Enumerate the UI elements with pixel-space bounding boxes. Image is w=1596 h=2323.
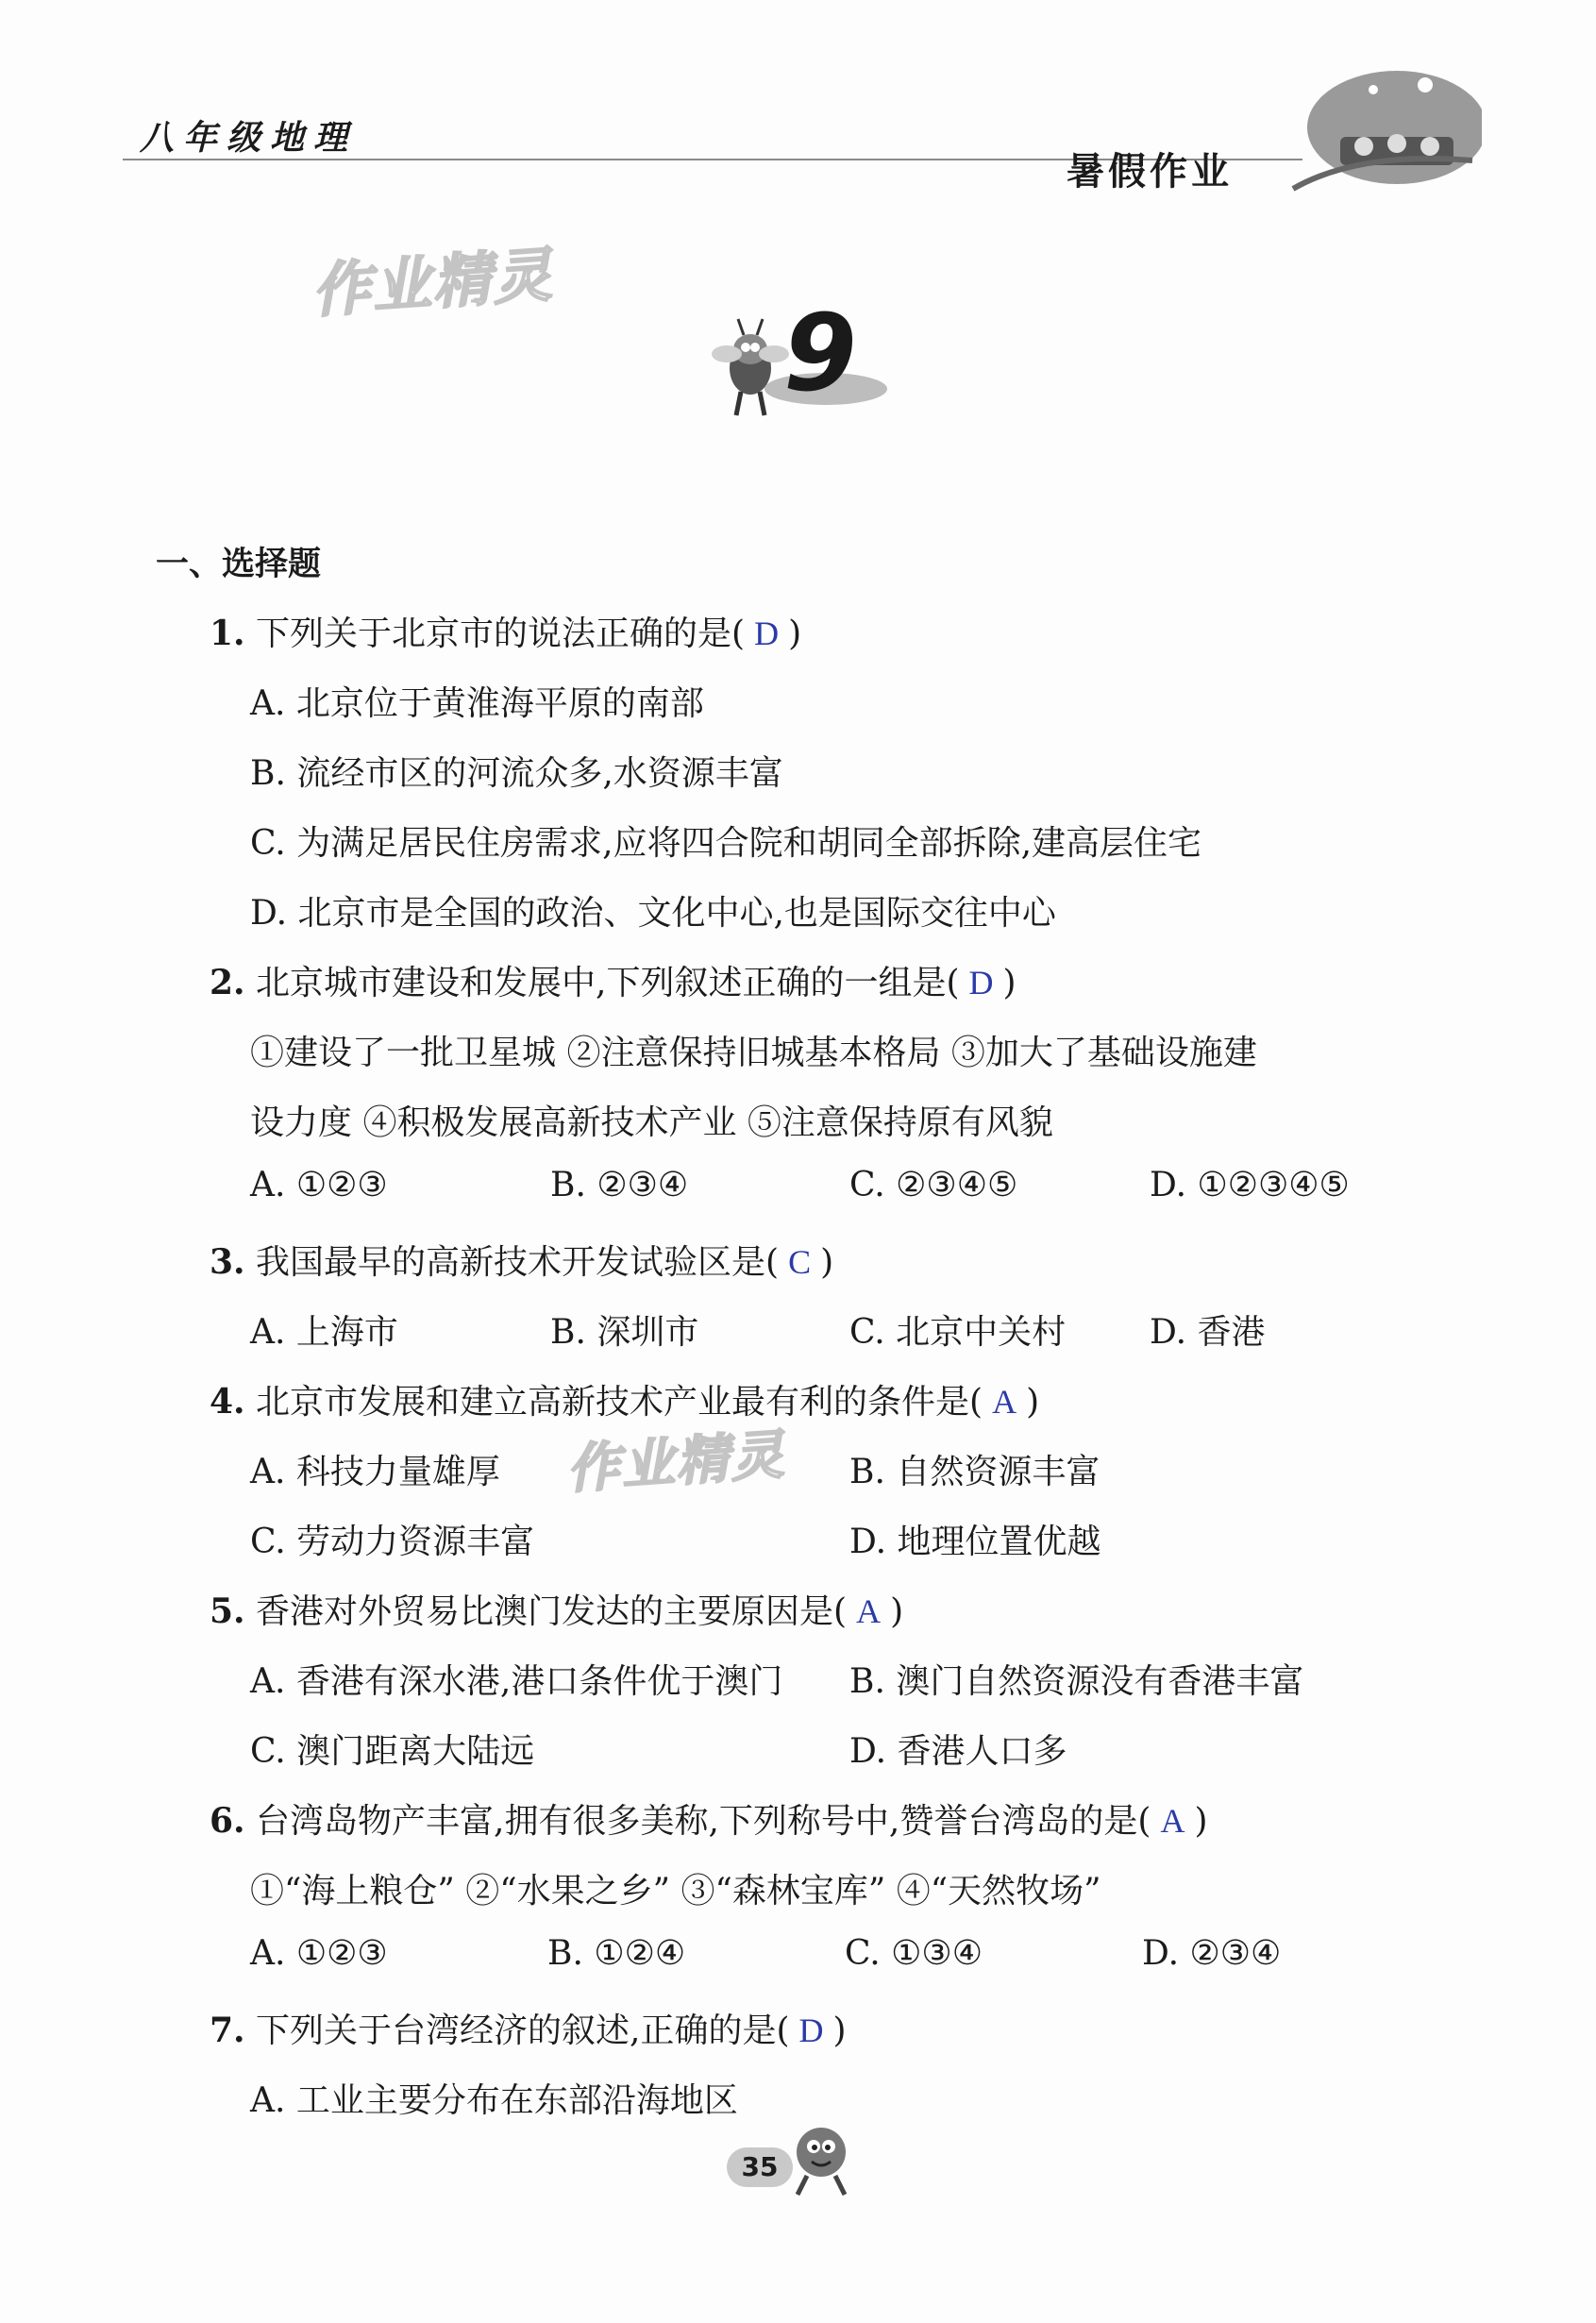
- question-stem: 香港对外贸易比澳门发达的主要原因是(: [256, 1592, 848, 1631]
- option: A. 香港有深水港,港口条件优于澳门: [250, 1662, 783, 1701]
- question-number: 4.: [210, 1382, 245, 1422]
- question-stem: 下列关于台湾经济的叙述,正确的是(: [256, 2012, 790, 2050]
- option: D. 香港: [1150, 1313, 1266, 1352]
- question-stem-line: 设力度 ④积极发展高新技术产业 ⑤注意保持原有风貌: [250, 1103, 1053, 1142]
- question-number: 2.: [210, 963, 245, 1002]
- question-5: [210, 1585, 903, 1633]
- option: B. ①②④: [547, 1934, 686, 1973]
- question-2: [210, 956, 1016, 1004]
- option: C. ①③④: [845, 1934, 983, 1973]
- question-3: [210, 1236, 833, 1284]
- mascot-icon: [783, 2114, 859, 2199]
- option: B. 自然资源丰富: [849, 1453, 1100, 1491]
- question-stem-line: ①“海上粮仓” ②“水果之乡” ③“森林宝库” ④“天然牧场”: [250, 1872, 1101, 1911]
- question-close: ): [890, 1592, 904, 1631]
- question-number: 1.: [210, 614, 245, 653]
- option: D. ①②③④⑤: [1150, 1166, 1350, 1204]
- option: D. 地理位置优越: [849, 1523, 1101, 1561]
- option: D. ②③④: [1142, 1934, 1282, 1973]
- question-number: 6.: [210, 1801, 245, 1841]
- question-stem: 下列关于北京市的说法正确的是(: [256, 614, 746, 653]
- answer: A: [1160, 1802, 1185, 1840]
- answer: C: [788, 1243, 812, 1281]
- option: A. ①②③: [250, 1934, 388, 1973]
- question-7: [210, 2004, 847, 2052]
- question-number: 7.: [210, 2011, 245, 2050]
- question-close: ): [788, 614, 802, 653]
- question-close: ): [820, 1243, 834, 1282]
- question-stem-line: ①建设了一批卫星城 ②注意保持旧城基本格局 ③加大了基础设施建: [250, 1034, 1257, 1072]
- option: B. 深圳市: [550, 1313, 699, 1352]
- option: A. 工业主要分布在东部沿海地区: [250, 2081, 738, 2120]
- option: B. ②③④: [550, 1166, 689, 1204]
- option: C. 劳动力资源丰富: [250, 1523, 535, 1561]
- question-stem: 北京城市建设和发展中,下列叙述正确的一组是(: [256, 964, 960, 1002]
- option: A. 科技力量雄厚: [250, 1453, 500, 1491]
- question-close: ): [832, 2012, 847, 2050]
- answer: D: [754, 614, 780, 652]
- option: C. 北京中关村: [849, 1313, 1067, 1352]
- option: B. 流经市区的河流众多,水资源丰富: [250, 754, 783, 793]
- question-number: 5.: [210, 1591, 245, 1631]
- page-number: 35: [727, 2147, 793, 2187]
- option: C. ②③④⑤: [849, 1166, 1018, 1204]
- option: D. 北京市是全国的政治、文化中心,也是国际交往中心: [250, 894, 1056, 933]
- option: A. 北京位于黄淮海平原的南部: [250, 684, 704, 723]
- option: C. 为满足居民住房需求,应将四合院和胡同全部拆除,建高层住宅: [250, 824, 1202, 863]
- option: A. ①②③: [250, 1166, 388, 1204]
- option: D. 香港人口多: [849, 1732, 1067, 1771]
- question-close: ): [1026, 1383, 1040, 1422]
- option: C. 澳门距离大陆远: [250, 1732, 535, 1771]
- option: A. 上海市: [250, 1313, 398, 1352]
- answer: D: [798, 2012, 824, 2049]
- option: B. 澳门自然资源没有香港丰富: [849, 1662, 1304, 1701]
- header-book-title: 暑假作业: [1067, 150, 1233, 194]
- lesson-number: 9: [783, 293, 857, 415]
- answer: A: [992, 1383, 1017, 1421]
- section-title: 一、选择题: [156, 546, 322, 583]
- question-4: [210, 1375, 1039, 1423]
- header-illustration: [1284, 57, 1482, 198]
- bee-mascot-icon: [698, 311, 793, 425]
- answer: A: [856, 1592, 882, 1630]
- question-close: ): [1194, 1802, 1208, 1841]
- question-stem: 北京市发展和建立高新技术产业最有利的条件是(: [256, 1383, 983, 1422]
- answer: D: [968, 964, 994, 1002]
- watermark-top: 作业精灵: [310, 240, 556, 326]
- question-number: 3.: [210, 1242, 245, 1282]
- header-subject: 八年级地理: [140, 119, 358, 158]
- question-1: [210, 607, 801, 655]
- watermark-middle: 作业精灵: [564, 1423, 788, 1502]
- question-stem: 我国最早的高新技术开发试验区是(: [256, 1243, 780, 1282]
- question-close: ): [1002, 964, 1016, 1002]
- question-stem: 台湾岛物产丰富,拥有很多美称,下列称号中,赞誉台湾岛的是(: [256, 1802, 1151, 1841]
- question-6: [210, 1794, 1207, 1843]
